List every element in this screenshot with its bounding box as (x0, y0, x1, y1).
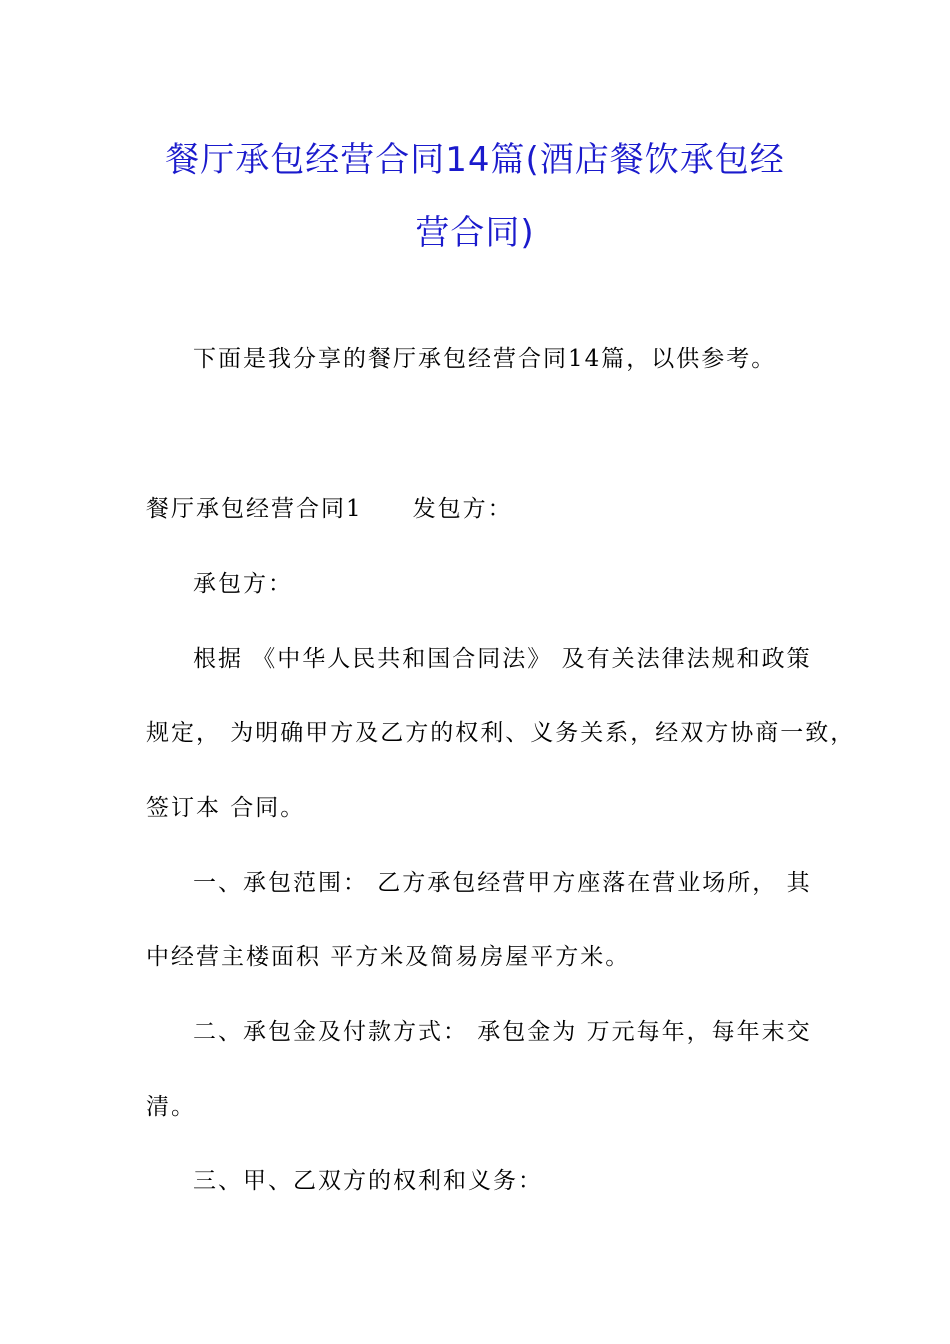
scope-clause-line-2: 中经营主楼面积 平方米及简易房屋平方米。 (146, 944, 631, 970)
fee-clause-line-2: 清。 (146, 1094, 196, 1120)
scope-clause-line-1: 一、承包范围： 乙方承包经营甲方座落在营业场所， 其 (193, 870, 812, 896)
contractor-label: 承包方： (193, 571, 293, 597)
document-title-line-2: 营合同) (415, 213, 535, 253)
issuer-label: 发包方： (412, 496, 513, 522)
basis-paragraph-line-1: 根据 《中华人民共和国合同法》 及有关法律法规和政策 (193, 646, 812, 672)
fee-clause-line-1: 二、承包金及付款方式： 承包金为 万元每年，每年末交 (193, 1019, 812, 1045)
intro-paragraph: 下面是我分享的餐厅承包经营合同14篇，以供参考。 (193, 346, 777, 372)
contract-heading: 餐厅承包经营合同1 (146, 496, 363, 522)
basis-paragraph-line-2: 规定， 为明确甲方及乙方的权利、义务关系，经双方协商一致， (146, 720, 856, 746)
contract-heading-row (146, 494, 513, 524)
document-title-line-1: 餐厅承包经营合同14篇(酒店餐饮承包经 (165, 140, 785, 180)
rights-clause-heading: 三、甲、乙双方的权利和义务： (193, 1168, 543, 1194)
basis-paragraph-line-3: 签订本 合同。 (146, 795, 306, 821)
